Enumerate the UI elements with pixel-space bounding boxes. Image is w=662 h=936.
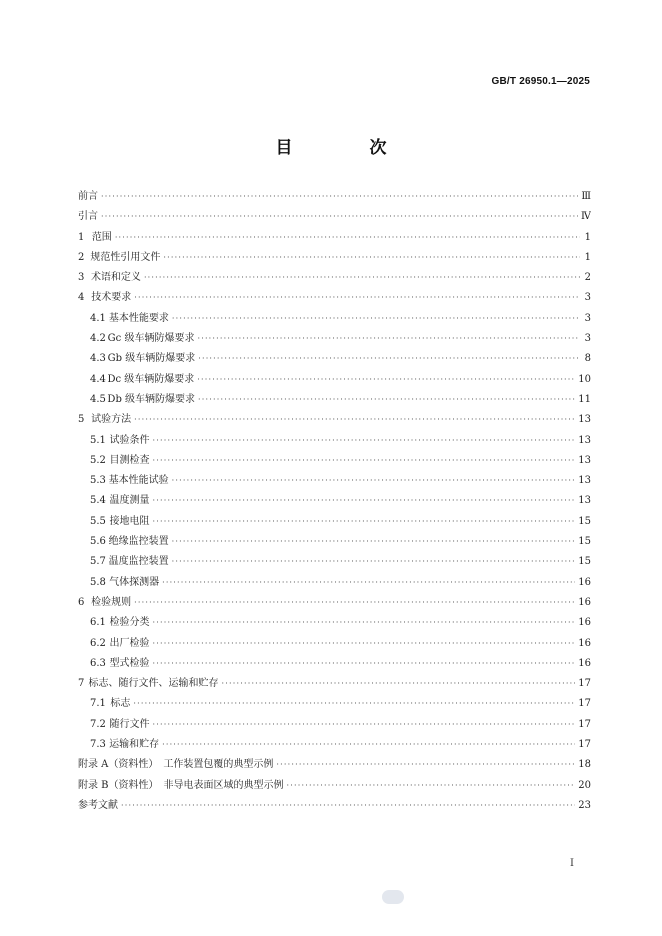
toc-entry-number: 4.4: [90, 373, 106, 385]
toc-entry-number: 4.3: [90, 353, 106, 365]
toc-entry-number: 5.3: [90, 475, 106, 487]
table-of-contents: [78, 187, 591, 816]
toc-entry-number: 7.3: [90, 739, 106, 751]
toc-entry-title: 基本性能要求: [108, 312, 169, 324]
toc-entry-title: Db 级车辆防爆要求: [107, 393, 196, 405]
toc-leader-dots: [172, 552, 576, 572]
toc-entry-number: 7: [78, 678, 85, 690]
toc-entry-title: 目测检查: [109, 454, 150, 466]
toc-entry-page: 15: [578, 515, 591, 527]
toc-entry[interactable]: [78, 512, 591, 532]
toc-entry-page: 17: [578, 739, 591, 751]
toc-entry-title: 接地电阻: [109, 515, 150, 527]
toc-entry[interactable]: [78, 288, 591, 308]
toc-entry-number: 6.2: [90, 637, 106, 649]
page-title: 目 次: [275, 138, 417, 158]
toc-entry[interactable]: [78, 228, 591, 248]
toc-leader-dots: [153, 491, 576, 511]
toc-entry[interactable]: [78, 309, 591, 329]
toc-leader-dots: [153, 654, 576, 674]
toc-entry-title: Gc 级车辆防爆要求: [107, 333, 195, 345]
toc-entry-page: Ⅲ: [581, 191, 591, 202]
toc-entry-title: 引言: [78, 211, 98, 223]
toc-entry-page: 15: [578, 556, 591, 568]
toc-entry[interactable]: [78, 431, 591, 451]
toc-leader-dots: [153, 512, 576, 532]
toc-entry-page: 13: [578, 454, 591, 466]
toc-leader-dots: [134, 288, 580, 308]
toc-entry-title: Gb 级车辆防爆要求: [107, 353, 196, 365]
toc-entry-number: 1: [78, 231, 85, 243]
toc-entry-title: 温度监控装置: [108, 556, 169, 568]
toc-entry-title: 绝缘监控装置: [108, 536, 169, 548]
toc-leader-dots: [144, 268, 580, 288]
toc-entry-page: 13: [578, 475, 591, 487]
toc-entry-number: 4: [78, 292, 85, 304]
toc-leader-dots: [172, 309, 580, 329]
toc-entry-number: 5.6: [90, 536, 106, 548]
toc-entry-page: 3: [584, 333, 591, 345]
toc-leader-dots: [153, 715, 576, 735]
toc-entry-number: 7.2: [90, 718, 106, 730]
toc-entry[interactable]: [78, 370, 591, 390]
toc-entry-title: 标志、随行文件、运输和贮存: [88, 678, 219, 690]
toc-entry[interactable]: [78, 674, 591, 694]
toc-entry-number: 6: [78, 596, 85, 608]
toc-entry[interactable]: [78, 694, 591, 714]
page-number: Ⅰ: [570, 858, 574, 869]
toc-entry[interactable]: [78, 329, 591, 349]
toc-entry-number: 5.7: [90, 556, 106, 568]
toc-entry-title: 参考文献: [78, 799, 118, 811]
toc-entry-title: 试验方法: [91, 414, 132, 426]
toc-entry[interactable]: [78, 268, 591, 288]
toc-entry[interactable]: [78, 491, 591, 511]
toc-entry-title: 气体探测器: [109, 576, 160, 588]
toc-entry-title: 附录 B（资料性） 非导电表面区域的典型示例: [78, 779, 284, 791]
toc-entry-page: 16: [578, 576, 591, 588]
toc-entry-number: 5.5: [90, 515, 106, 527]
standard-code: GB/T 26950.1—2025: [491, 76, 590, 87]
toc-leader-dots: [153, 613, 576, 633]
toc-entry-number: 2: [78, 251, 85, 263]
toc-entry[interactable]: [78, 613, 591, 633]
toc-entry-number: 5.2: [90, 454, 106, 466]
toc-entry-page: 23: [578, 799, 591, 811]
toc-entry-title: 试验条件: [109, 434, 150, 446]
toc-entry[interactable]: [78, 349, 591, 369]
toc-entry[interactable]: [78, 390, 591, 410]
toc-leader-dots: [153, 451, 576, 471]
toc-entry-number: 4.5: [90, 393, 106, 405]
toc-entry[interactable]: [78, 248, 591, 268]
toc-entry-number: 5.4: [90, 495, 106, 507]
toc-entry-number: 3: [78, 272, 85, 284]
toc-entry-page: Ⅳ: [581, 211, 591, 223]
toc-entry-title: 术语和定义: [90, 272, 141, 284]
toc-entry-number: 4.2: [90, 333, 106, 345]
toc-entry-page: 11: [578, 393, 591, 405]
toc-entry[interactable]: [78, 735, 591, 755]
toc-entry-title: 检验规则: [91, 596, 132, 608]
toc-entry-page: 10: [578, 373, 591, 385]
toc-entry-page: 18: [578, 759, 591, 771]
toc-entry-title: 检验分类: [109, 617, 150, 629]
toc-entry-title: 出厂检验: [109, 637, 150, 649]
toc-entry-page: 16: [578, 637, 591, 649]
toc-entry-number: 7.1: [90, 698, 106, 710]
toc-entry-title: 型式检验: [109, 657, 150, 669]
toc-leader-dots: [101, 207, 578, 227]
toc-entry-title: 基本性能试验: [108, 475, 169, 487]
toc-entry-number: 6.3: [90, 657, 106, 669]
toc-entry-title: 标志: [110, 698, 131, 710]
toc-leader-dots: [134, 593, 575, 613]
toc-leader-dots: [162, 735, 575, 755]
toc-entry[interactable]: [78, 471, 591, 491]
toc-entry-page: 2: [584, 272, 591, 284]
toc-entry-page: 13: [578, 414, 591, 426]
toc-entry[interactable]: [78, 776, 591, 796]
toc-entry[interactable]: [78, 410, 591, 430]
toc-entry-page: 16: [578, 596, 591, 608]
toc-entry-page: 17: [578, 678, 591, 690]
toc-leader-dots: [276, 755, 575, 775]
toc-entry[interactable]: [78, 532, 591, 552]
watermark-logo-icon: [382, 890, 404, 904]
toc-entry-title: 温度测量: [109, 495, 150, 507]
toc-entry[interactable]: [78, 796, 591, 816]
toc-entry-title: 运输和贮存: [109, 739, 160, 751]
toc-entry-title: 技术要求: [91, 292, 132, 304]
toc-entry[interactable]: [78, 593, 591, 613]
toc-entry-page: 13: [578, 495, 591, 507]
toc-entry[interactable]: [78, 207, 591, 227]
toc-entry[interactable]: [78, 552, 591, 572]
toc-entry-number: 5.8: [90, 576, 106, 588]
toc-leader-dots: [153, 431, 576, 451]
toc-leader-dots: [287, 776, 576, 796]
toc-entry[interactable]: [78, 654, 591, 674]
toc-entry-page: 16: [578, 657, 591, 669]
toc-entry-page: 13: [578, 434, 591, 446]
toc-leader-dots: [101, 187, 578, 207]
toc-leader-dots: [115, 228, 580, 248]
toc-leader-dots: [197, 329, 580, 349]
toc-entry-page: 3: [584, 292, 591, 304]
toc-leader-dots: [197, 370, 575, 390]
toc-entry-title: 随行文件: [109, 718, 150, 730]
toc-leader-dots: [198, 390, 575, 410]
toc-entry[interactable]: [78, 573, 591, 593]
toc-entry-number: 6.1: [90, 617, 106, 629]
toc-leader-dots: [133, 694, 575, 714]
toc-leader-dots: [162, 573, 575, 593]
toc-entry-number: 4.1: [90, 312, 106, 324]
toc-entry[interactable]: [78, 715, 591, 735]
toc-entry-page: 20: [578, 779, 591, 791]
toc-leader-dots: [153, 634, 576, 654]
toc-entry-page: 3: [584, 312, 591, 324]
toc-leader-dots: [163, 248, 580, 268]
toc-entry-page: 16: [578, 617, 591, 629]
toc-leader-dots: [134, 410, 575, 430]
toc-leader-dots: [198, 349, 580, 369]
toc-entry-page: 8: [584, 353, 591, 365]
toc-entry-title: 附录 A（资料性） 工作装置包覆的典型示例: [78, 759, 274, 771]
toc-entry[interactable]: [78, 451, 591, 471]
toc-entry[interactable]: [78, 187, 591, 207]
toc-leader-dots: [172, 471, 576, 491]
toc-entry[interactable]: [78, 755, 591, 775]
toc-entry-number: 5.1: [90, 434, 106, 446]
toc-entry-page: 1: [584, 231, 591, 243]
toc-leader-dots: [121, 796, 575, 816]
toc-entry-title: Dc 级车辆防爆要求: [107, 373, 195, 385]
toc-entry[interactable]: [78, 634, 591, 654]
toc-entry-page: 17: [578, 718, 591, 730]
toc-leader-dots: [222, 674, 576, 694]
toc-entry-page: 1: [584, 251, 591, 263]
toc-entry-title: 范围: [91, 231, 112, 243]
toc-entry-page: 15: [578, 536, 591, 548]
toc-entry-number: 5: [78, 414, 85, 426]
toc-entry-title: 规范性引用文件: [90, 251, 161, 263]
toc-entry-title: 前言: [78, 191, 98, 202]
toc-leader-dots: [172, 532, 576, 552]
toc-entry-page: 17: [578, 698, 591, 710]
